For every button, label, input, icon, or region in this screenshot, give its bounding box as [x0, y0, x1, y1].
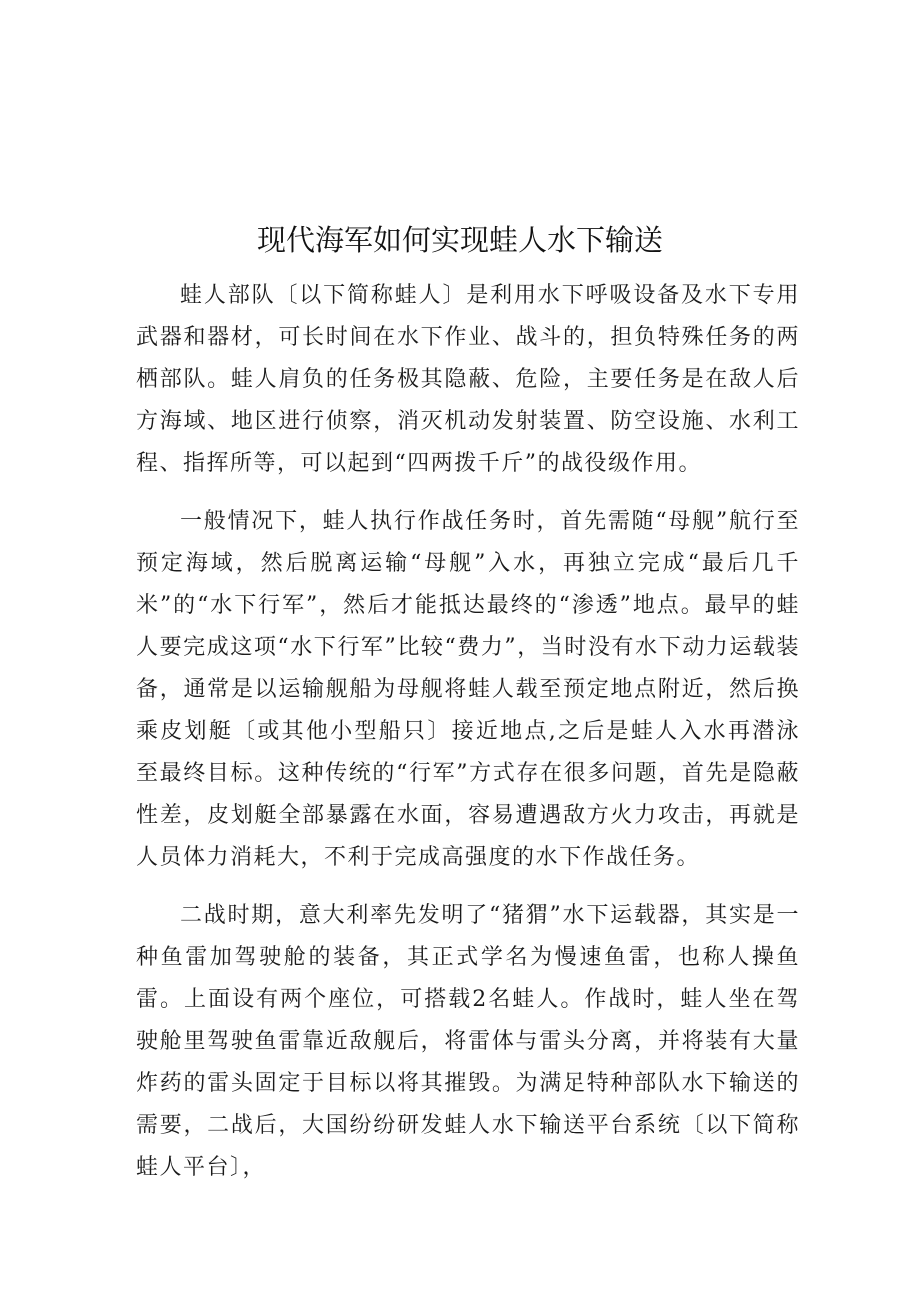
paragraph-2: 一般情况下，蛙人执行作战任务时，首先需随“母舰”航行至预定海域，然后脱离运输“母舰”入水，再独立完成“最后几千米”的“水下行军”，然后才能抵达最终的“渗透”地点。最早的蛙人要完成这项“水下行军”比较“费力”，当时没有水下动力运载装备，通常是以运输舰船为母舰将蛙人载至预定地点附近，然后换乘皮划艇〔或其他小型船只〕接近地点,之后是蛙人入水再潜泳至最终目标。这种传统的“行军”方式存在很多问题，首先是隐蔽性差，皮划艇全部暴露在水面，容易遭遇敌方火力攻击，再就是人员体力消耗大，不利于完成高强度的水下作战任务。	[136, 509, 800, 870]
paragraph-3: 二战时期，意大利率先发明了“猪猬”水下运载器，其实是一种鱼雷加驾驶舱的装备，其正式学名为慢速鱼雷，也称人操鱼雷。上面设有两个座位，可搭载2名蛙人。作战时，蛙人坐在驾驶舱里驾驶鱼雷靠近敌舰后，将雷体与雷头分离，并将装有大量炸药的雷头固定于目标以将其摧毁。为满足特种部队水下输送的需要，二战后，大国纷纷研发蛙人水下输送平台系统〔以下简称蛙人平台〕，	[136, 903, 800, 1180]
document-title: 现代海军如何实现蛙人水下输送	[256, 223, 663, 257]
document-body	[136, 275, 800, 1189]
paragraph-1: 蛙人部队〔以下简称蛙人〕是利用水下呼吸设备及水下专用武器和器材，可长时间在水下作业、战斗的，担负特殊任务的两栖部队。蛙人肩负的任务极其隐蔽、危险，主要任务是在敌人后方海域、地区进行侦察，消灭机动发射装置、防空设施、水利工程、指挥所等，可以起到“四两拨千斤”的战役级作用。	[136, 283, 800, 476]
